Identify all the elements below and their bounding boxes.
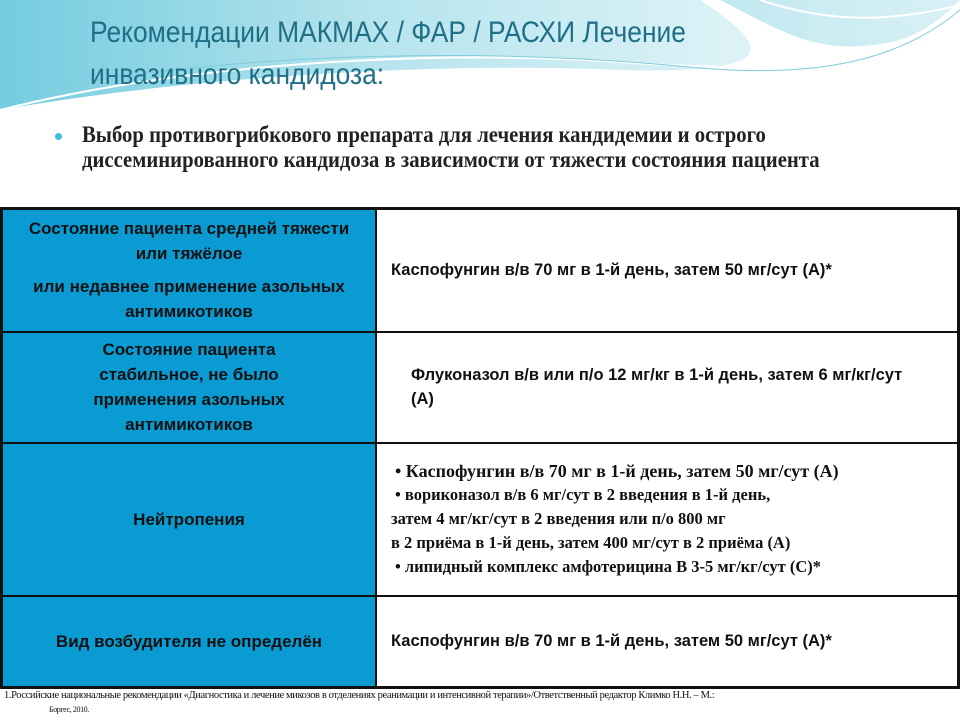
condition-cell — [2, 596, 377, 688]
lead-text: Выбор противогрибкового препарата для лечения кандидемии и острого диссеминированного кандидоза в зависимости от тяжести состояния пациента — [82, 122, 820, 172]
bullet-icon — [55, 127, 67, 139]
treatment-cell — [376, 332, 959, 443]
treatment-text: Каспофунгин в/в 70 мг в 1-й день, затем 50 мг/сут (А)* — [391, 261, 832, 280]
condition-text: Нейтропения — [133, 509, 245, 529]
condition-text: Состояние пациента средней тяжести или тяжёлое — [28, 219, 350, 264]
table-row — [2, 596, 959, 688]
treatment-text: • вориконазол в/в 6 мг/сут в 2 введения в 1-й день, — [395, 485, 771, 504]
table-row — [2, 443, 959, 596]
footnote-line: 1.Российские национальные рекомендации «Диагностика и лечение микозов в отделениях реанимации и интенсивной терапии»/Ответственный редактор Климко Н.Н. – М.: — [4, 690, 715, 701]
treatment-cell — [376, 443, 959, 596]
table-row — [2, 209, 959, 332]
treatment-table — [0, 207, 960, 689]
treatment-text: Флуконазол в/в или п/о 12 мг/кг в 1-й день, затем 6 мг/кг/сут (А) — [411, 366, 903, 408]
condition-cell — [2, 443, 377, 596]
treatment-text: • липидный комплекс амфотерицина В 3-5 мг/кг/сут (С)* — [395, 557, 821, 576]
treatment-cell — [376, 209, 959, 332]
condition-text: Вид возбудителя не определён — [55, 631, 323, 651]
condition-text: Состояние пациента стабильное, не было применения азольных антимикотиков — [93, 340, 285, 434]
treatment-text: • Каспофунгин в/в 70 мг в 1-й день, затем 50 мг/сут (А) — [395, 461, 839, 481]
treatment-cell — [376, 596, 959, 688]
treatment-text: Каспофунгин в/в 70 мг в 1-й день, затем 50 мг/сут (А)* — [391, 632, 832, 651]
slide-title: Рекомендации МАКМАХ / ФАР / РАСХИ Лечение инвазивного кандидоза: — [90, 16, 686, 91]
footnote — [4, 689, 959, 717]
condition-cell — [2, 209, 377, 332]
footnote-line: Боргес, 2010. — [49, 705, 89, 714]
treatment-text: в 2 приёма в 1-й день, затем 400 мг/сут в 2 приёма (А) — [391, 533, 791, 552]
condition-cell — [2, 332, 377, 443]
treatment-text: затем 4 мг/кг/сут в 2 введения или п/о 800 мг — [391, 509, 726, 528]
table-row — [2, 332, 959, 443]
condition-text: или недавнее применение азольных антимикотиков — [33, 277, 345, 322]
